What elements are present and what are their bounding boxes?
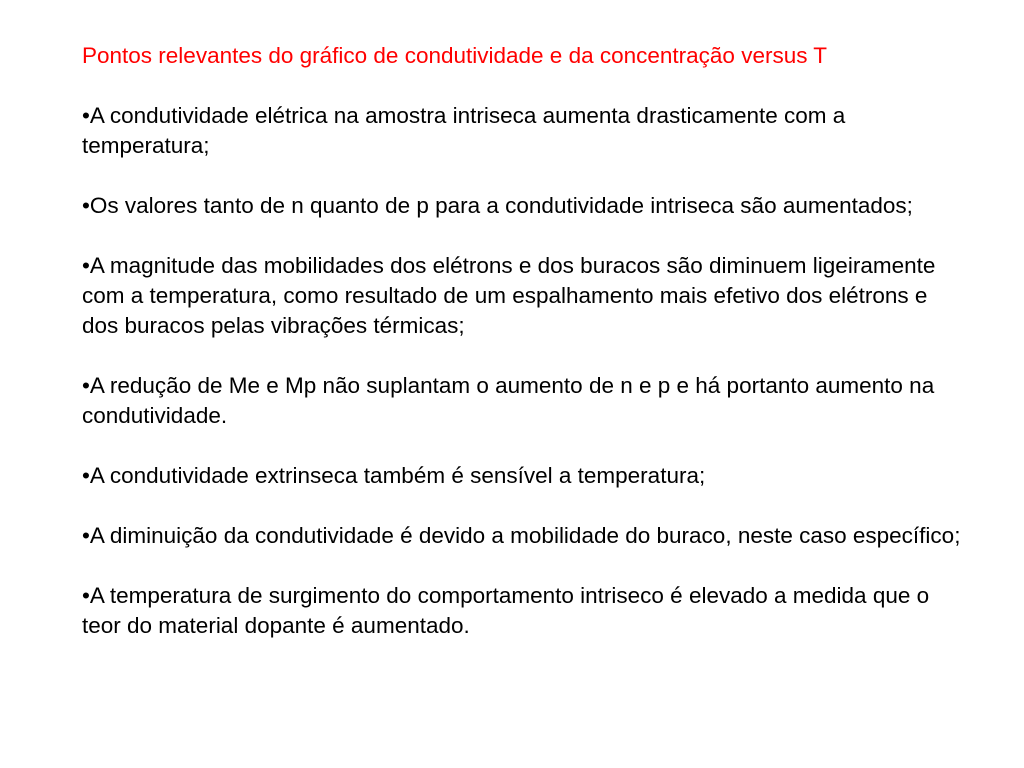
bullet-item: •A temperatura de surgimento do comportamento intriseco é elevado a medida que o teor do material dopante é aumentado. <box>82 583 930 638</box>
bullet-item: •A diminuição da condutividade é devido a mobilidade do buraco, neste caso específico; <box>82 523 961 548</box>
bullet-item: •A condutividade extrinseca também é sensível a temperatura; <box>82 463 706 488</box>
slide-title: Pontos relevantes do gráfico de condutividade e da concentração versus T <box>82 43 828 68</box>
bullet-item: •A magnitude das mobilidades dos elétrons e dos buracos são diminuem ligeiramente com a temperatura, como resultado de um espalhamento mais efetivo dos elétrons e dos buracos pelas vibrações térmicas; <box>82 253 936 338</box>
bullet-item: •Os valores tanto de n quanto de p para a condutividade intriseca são aumentados; <box>82 193 913 218</box>
slide-content <box>82 41 967 641</box>
bullet-item: •A redução de Me e Mp não suplantam o aumento de n e p e há portanto aumento na condutividade. <box>82 373 935 428</box>
bullet-list <box>82 101 967 641</box>
bullet-item: •A condutividade elétrica na amostra intriseca aumenta drasticamente com a temperatura; <box>82 103 846 158</box>
